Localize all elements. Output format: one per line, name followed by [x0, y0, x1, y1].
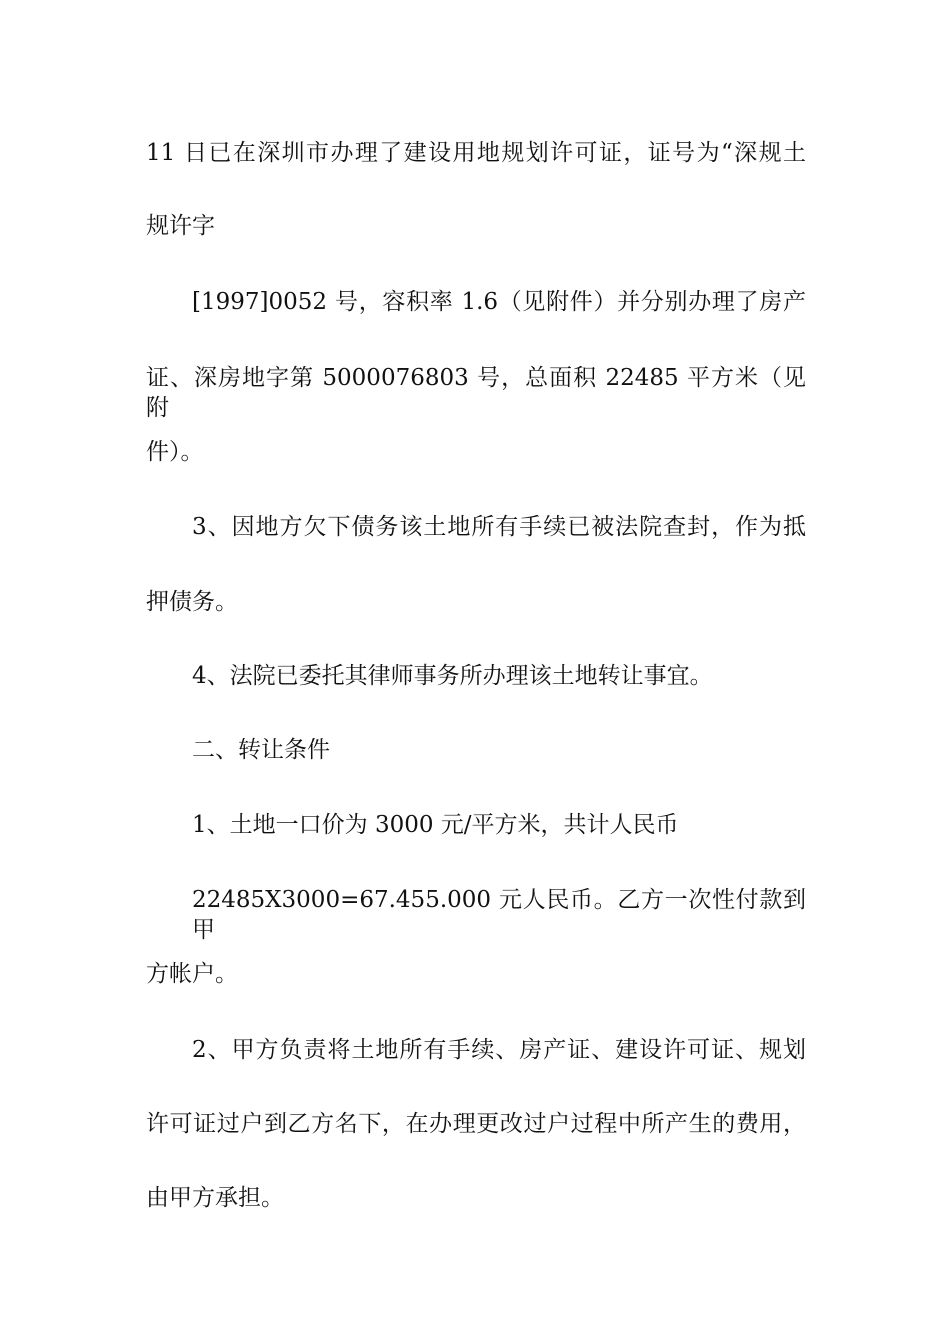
text-line-5: 件）。 — [146, 439, 204, 465]
text-line-1: 11 日已在深圳市办理了建设用地规划许可证，证号为“深规土 — [146, 140, 806, 166]
text-line-3: [1997]0052 号，容积率 1.6（见附件）并分别办理了房产 — [192, 289, 806, 315]
text-line-2: 规许字 — [146, 213, 215, 239]
text-line-11: 22485X3000=67.455.000 元人民币。乙方一次性付款到甲 — [192, 887, 806, 943]
text-line-14: 许可证过户到乙方名下，在办理更改过户过程中所产生的费用， — [146, 1111, 806, 1137]
text-line-15: 由甲方承担。 — [146, 1185, 284, 1211]
text-line-8: 4、法院已委托其律师事务所办理该土地转让事宜。 — [192, 663, 713, 689]
text-line-4: 证、深房地字第 5000076803 号，总面积 22485 平方米（见附 — [146, 365, 806, 421]
text-line-6: 3、因地方欠下债务该土地所有手续已被法院查封，作为抵 — [192, 514, 806, 540]
text-line-7: 押债务。 — [146, 589, 238, 615]
section-heading: 二、转让条件 — [192, 737, 330, 763]
text-line-12: 方帐户。 — [146, 961, 238, 987]
text-line-13: 2、甲方负责将土地所有手续、房产证、建设许可证、规划 — [192, 1037, 806, 1063]
text-line-10: 1、土地一口价为 3000 元/平方米，共计人民币 — [192, 812, 679, 838]
